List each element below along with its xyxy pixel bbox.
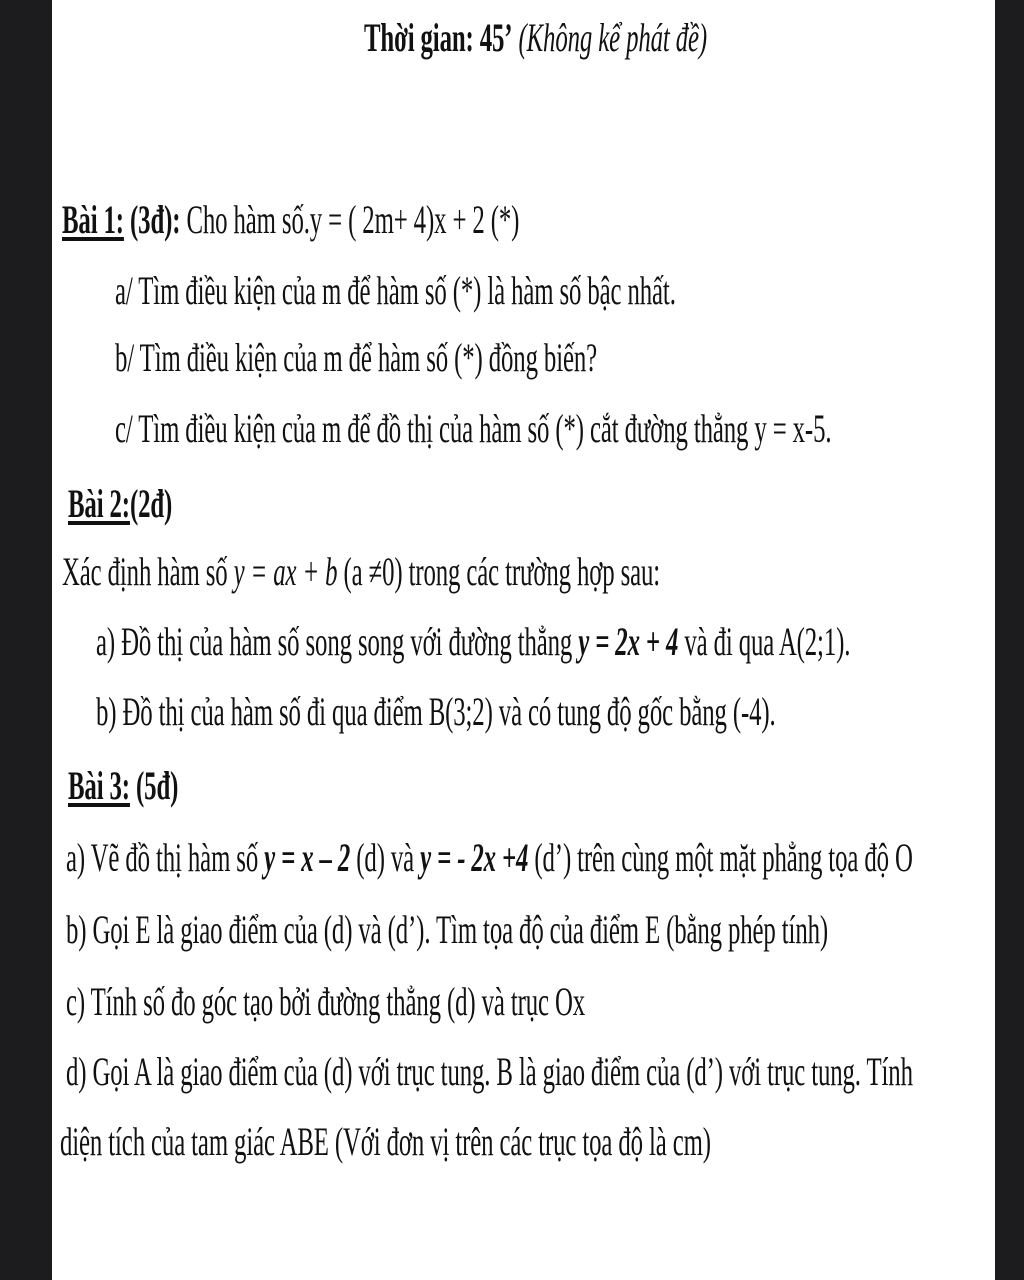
time-note: (Không kể phát đề): [518, 15, 708, 60]
bai1-part-c: c/ Tìm điều kiện của m để đồ thị của hàm số (*) cắt đường thẳng y = x-5.: [115, 406, 832, 451]
bai3-a-post: (d’) trên cùng một mặt phẳng tọa độ O: [528, 835, 913, 880]
bai3-part-a: [66, 834, 913, 882]
bai1-part-b: b/ Tìm điều kiện của m để hàm số (*) đồng biến?: [115, 335, 598, 380]
bai3-a-mid: (d) và: [350, 835, 421, 880]
bai2-part-a: [96, 618, 850, 666]
bai3-a-formula-1: y = x – 2: [264, 835, 351, 880]
bai2-a-pre: a) Đồ thị của hàm số song song với đường thẳng: [96, 619, 579, 664]
bai1-intro: Cho hàm số.y = ( 2m+ 4)x + 2 (*): [186, 197, 520, 242]
document-page: [52, 0, 995, 1280]
bai3-part-d-line2: diện tích của tam giác ABE (Với đơn vị trên các trục tọa độ là cm): [60, 1119, 711, 1164]
bai1-title: Bài 1:: [62, 197, 124, 242]
bai2-intro: [62, 548, 660, 596]
bai3-part-c: c) Tính số đo góc tạo bởi đường thẳng (d) và trục Ox: [66, 979, 586, 1024]
bai3-heading: [68, 762, 178, 810]
bai1-part-a: a/ Tìm điều kiện của m để hàm số (*) là hàm số bậc nhất.: [115, 268, 676, 313]
bai2-intro-pre: Xác định hàm số: [62, 549, 234, 594]
bai3-title: Bài 3:: [68, 763, 130, 808]
bai3-points: (5đ): [129, 763, 179, 808]
bai3-part-d-line1: d) Gọi A là giao điểm của (d) với trục tung. B là giao điểm của (d’) với trục tung. Tính: [66, 1049, 913, 1094]
bai3-part-b: b) Gọi E là giao điểm của (d) và (d’). Tìm tọa độ của điểm E (bằng phép tính): [66, 907, 829, 952]
bai2-title: Bài 2:: [68, 481, 130, 526]
bai2-intro-formula: y = ax + b: [233, 549, 338, 594]
bai2-heading: [68, 480, 172, 528]
bai2-intro-post: (a ≠0) trong các trường hợp sau:: [337, 549, 661, 594]
bai1-points: (3đ):: [130, 197, 181, 242]
bai2-points: (2đ): [129, 481, 173, 526]
bai3-a-pre: a) Vẽ đồ thị hàm số: [66, 835, 265, 880]
bai2-part-b: b) Đồ thị của hàm số đi qua điểm B(3;2) và có tung độ gốc bằng (-4).: [96, 689, 776, 734]
exam-time-line: [364, 14, 707, 62]
bai2-a-formula: y = 2x + 4: [578, 619, 679, 664]
bai3-a-formula-2: y = - 2x +4: [420, 835, 529, 880]
time-label: Thời gian: 45’: [364, 15, 513, 60]
bai2-a-post: và đi qua A(2;1).: [678, 619, 851, 664]
bai1-heading: [62, 196, 519, 244]
